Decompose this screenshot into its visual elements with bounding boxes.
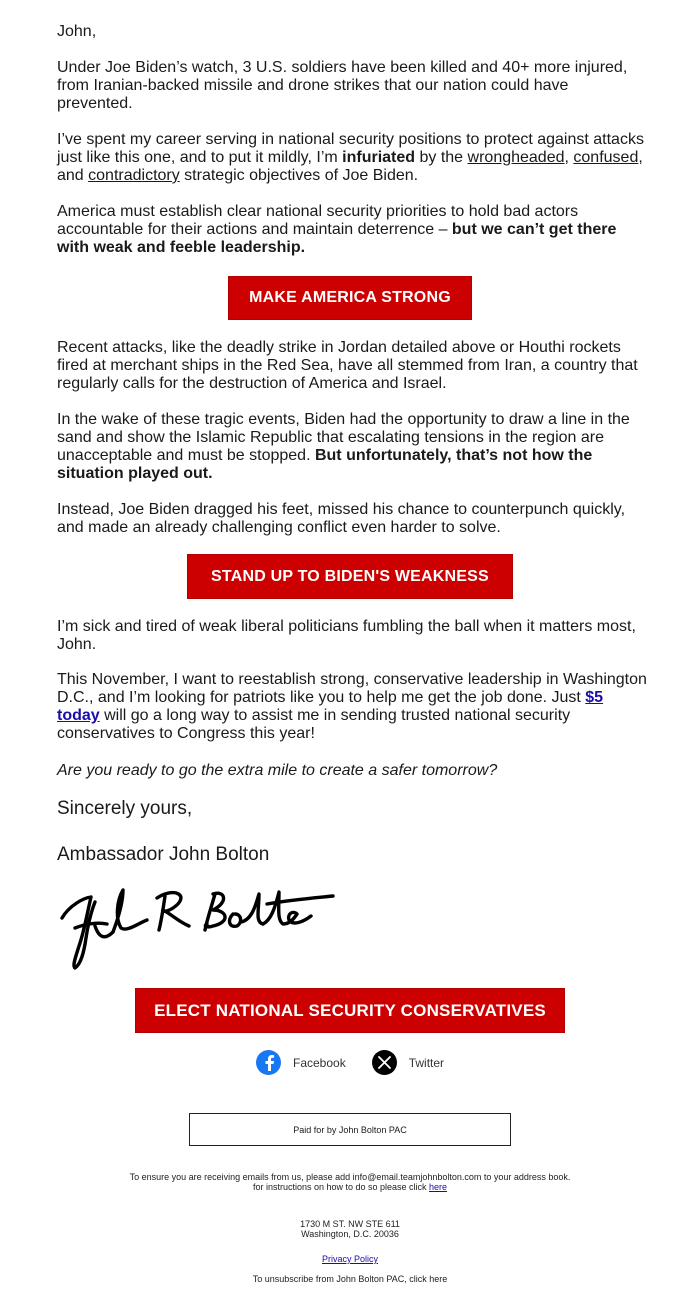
link-wrongheaded[interactable]: wrongheaded (467, 149, 565, 166)
footer-address: 1730 M ST. NW STE 611 Washington, D.C. 20036 (300, 1219, 400, 1239)
paragraph-priorities: America must establish clear national security priorities to hold bad actors accountable for their actions and maintain deterrence – but we can’t get there with weak and feeble leadership. (57, 203, 617, 256)
elect-conservatives-button[interactable]: ELECT NATIONAL SECURITY CONSERVATIVES (135, 988, 565, 1033)
paragraph-soldiers: Under Joe Biden’s watch, 3 U.S. soldiers have been killed and 40+ more injured, from Iranian-backed missile and drone strikes that our nation could have prevented. (57, 59, 628, 112)
facebook-link[interactable] (256, 1050, 346, 1075)
link-contradictory[interactable]: contradictory (88, 167, 180, 184)
bold-not-how: But unfortunately, that’s not how the situation played out. (57, 447, 593, 482)
greeting: John, (57, 23, 97, 40)
paragraph-extra-mile: Are you ready to go the extra mile to create a safer tomorrow? (57, 762, 498, 779)
paid-for-disclaimer: Paid for by John Bolton PAC (189, 1113, 511, 1146)
x-twitter-icon (372, 1050, 397, 1075)
facebook-icon (256, 1050, 281, 1075)
bold-weak-leadership: but we can’t get there with weak and feeble leadership. (57, 221, 617, 256)
instructions-here-link[interactable]: here (429, 1182, 448, 1192)
paragraph-attacks: Recent attacks, like the deadly strike in Jordan detailed above or Houthi rockets fired at merchant ships in the Red Sea, have all stemmed from Iran, a country that regularly calls for the destruction of America and Israel. (57, 339, 638, 392)
privacy-policy-link[interactable]: Privacy Policy (321, 1254, 378, 1264)
paragraph-tragic-events: In the wake of these tragic events, Biden had the opportunity to draw a line in the sand and show the Islamic Republic that escalating tensions in the region are unacceptable and must be stopped. But unfortunately, that’s not how the situation played out. (57, 411, 630, 482)
donate-5-link[interactable]: $5 today (57, 689, 604, 724)
paragraph-sick-tired: I’m sick and tired of weak liberal politicians fumbling the ball when it matters most, John. (57, 618, 636, 653)
footer-address-book: To ensure you are receiving emails from us, please add info@email.teamjohnbolton.com to your address book. for instructions on how to do so please click here (129, 1172, 571, 1192)
twitter-label: Twitter (408, 1055, 445, 1070)
link-confused[interactable]: confused (573, 149, 639, 166)
signer-name: Ambassador John Bolton (57, 844, 270, 865)
stand-up-button[interactable]: STAND UP TO BIDEN'S WEAKNESS (187, 554, 513, 599)
facebook-label: Facebook (293, 1055, 346, 1070)
signature-image (57, 880, 337, 975)
closing: Sincerely yours, (57, 798, 193, 819)
social-links (256, 1050, 466, 1075)
unsubscribe-link[interactable]: To unsubscribe from John Bolton PAC, click here (252, 1274, 448, 1284)
paragraph-dragged-feet: Instead, Joe Biden dragged his feet, missed his chance to counterpunch quickly, and made an already challenging conflict even harder to solve. (57, 501, 626, 536)
paragraph-career: I’ve spent my career serving in national security positions to protect against attacks just like this one, and to put it mildly, I’m infuriated by the wrongheaded, confused, and contradictory strategic objectives of Joe Biden. (57, 131, 644, 184)
twitter-link[interactable] (372, 1050, 444, 1075)
paragraph-november: This November, I want to reestablish strong, conservative leadership in Washington D.C., and I’m looking for patriots like you to help me get the job done. Just $5 today will go a long way to assist me in sending trusted national security conservatives to Congress this year! (57, 671, 647, 742)
bold-infuriated: infuriated (342, 149, 416, 166)
make-america-strong-button[interactable]: MAKE AMERICA STRONG (228, 276, 472, 320)
